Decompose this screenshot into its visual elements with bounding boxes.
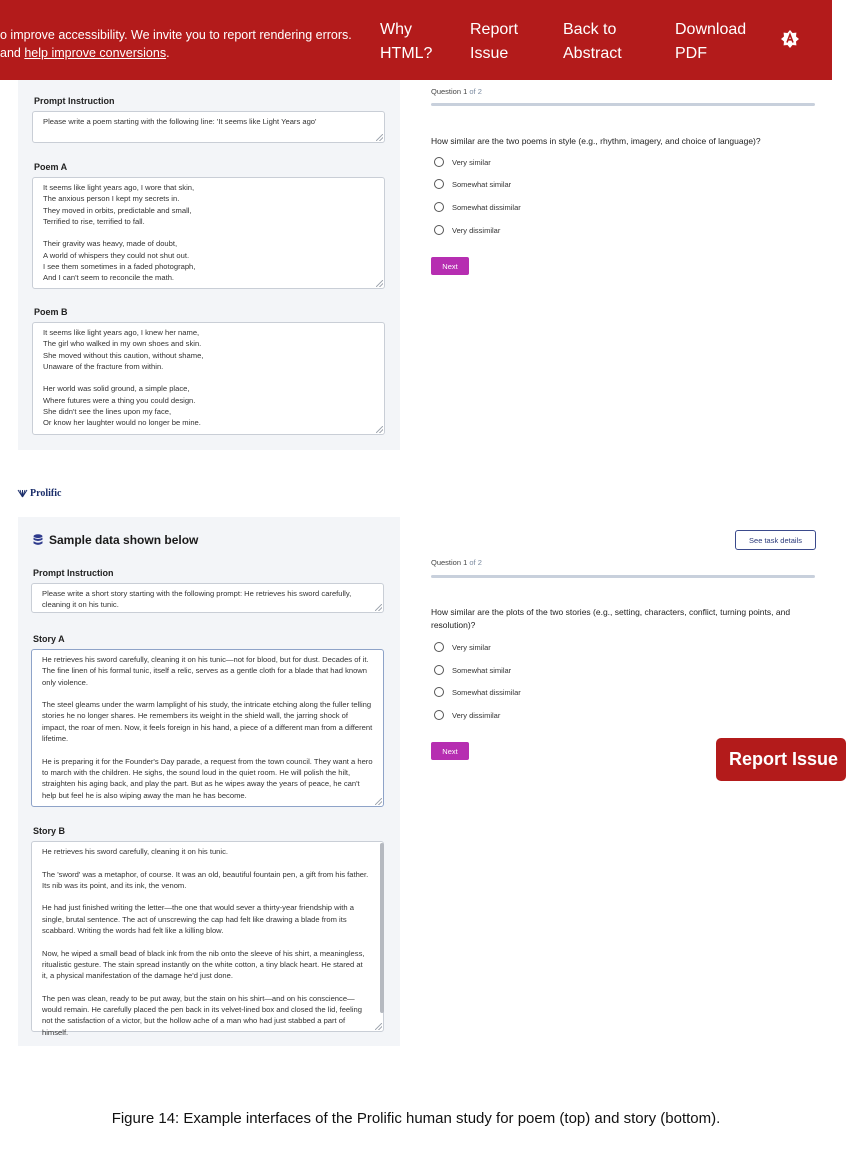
database-icon — [33, 534, 43, 546]
resize-grip-icon[interactable] — [376, 426, 383, 433]
poem-question-counter: Question 1 of 2 — [431, 87, 482, 96]
resize-grip-icon[interactable] — [376, 134, 383, 141]
poem-line: A world of whispers they could not shut out. — [43, 250, 190, 260]
poem-line: They moved in orbits, predictable and small, — [43, 205, 192, 215]
poem-a-label: Poem A — [34, 162, 68, 172]
poem-line: The girl who walked in my own shoes and skin. — [43, 339, 202, 349]
story-a-textarea[interactable] — [31, 649, 384, 807]
poem-line: Terrified to rise, terrified to fall. — [43, 216, 145, 226]
report-issue-floating-button[interactable]: Report Issue — [716, 738, 846, 781]
story-b-scrollbar[interactable] — [380, 843, 384, 1013]
poem-line: It seems like light years ago, I wore that skin, — [43, 183, 195, 192]
poem-line — [43, 227, 374, 238]
resize-grip-icon[interactable] — [375, 798, 382, 805]
poem-option-somewhat-similar[interactable]: Somewhat similar — [434, 178, 511, 190]
poem-line: Or know her laughter would no longer be mine. — [43, 418, 201, 428]
radio-button[interactable] — [434, 157, 444, 167]
prolific-logo: Prolific — [17, 488, 61, 499]
poem-next-button[interactable]: Next — [431, 257, 469, 275]
story-question-counter: Question 1 of 2 — [431, 558, 482, 567]
story-b-label: Story B — [33, 826, 66, 836]
story-paragraph: The 'sword' was a metaphor, of course. It was an old, beautiful fountain pen, a gift from his father. Its nib was its point, and its ink, the venom. — [42, 869, 369, 890]
story-paragraph: He retrieves his sword carefully, cleaning it on his tunic. — [42, 847, 228, 856]
story-paragraph: Now, he wiped a small bead of black ink from the nib onto the sleeve of his shirt, a meaningless, ritualistic gesture. The stain spread instantly on the white cotton, a tiny black heart. He stared at it, a physical manifestation of the damage he'd just done. — [42, 948, 365, 981]
story-paragraph: He had just finished writing the letter—the one that would sever a thirty-year friendship with a single, brutal sentence. The act of unscrewing the cap had felt like drawing a blade from its scabbard. Writing the words had felt like a killing blow. — [42, 903, 354, 936]
poem-a-textarea[interactable] — [32, 177, 385, 289]
poem-line: She didn't see the lines upon my face, — [43, 407, 172, 417]
story-option-somewhat-similar[interactable]: Somewhat similar — [434, 664, 511, 676]
poem-b-textarea[interactable] — [32, 322, 385, 435]
story-option-very-similar[interactable]: Very similar — [434, 641, 491, 653]
nav-why-html[interactable]: Why HTML? — [380, 21, 433, 62]
figure-caption: Figure 14: Example interfaces of the Prolific human study for poem (top) and story (bottom). — [111, 1110, 721, 1127]
poem-line: I see them sometimes in a faded photograph, — [43, 262, 196, 272]
poem-option-somewhat-dissimilar[interactable]: Somewhat dissimilar — [434, 201, 521, 213]
resize-grip-icon[interactable] — [375, 1023, 382, 1030]
poem-line: Their gravity was heavy, made of doubt, — [43, 239, 178, 249]
story-next-button[interactable]: Next — [431, 742, 469, 760]
resize-grip-icon[interactable] — [376, 280, 383, 287]
story-prompt-label: Prompt Instruction — [33, 568, 114, 578]
help-improve-conversions-link[interactable]: help improve conversions — [24, 46, 167, 60]
accessibility-banner — [0, 0, 832, 80]
story-a-label: Story A — [33, 634, 65, 644]
poem-b-label: Poem B — [34, 307, 68, 317]
poem-line: And I can't seem to reconcile the math. — [43, 273, 175, 283]
poem-option-very-dissimilar[interactable]: Very dissimilar — [434, 224, 500, 236]
see-task-details-button[interactable]: See task details — [735, 530, 816, 550]
nav-download-pdf[interactable]: Download PDF — [675, 21, 747, 62]
story-b-textarea[interactable] — [31, 841, 384, 1037]
radio-button[interactable] — [434, 665, 444, 675]
story-paragraph: He is preparing it for the Founder's Day parade, a request from the town council. They want a hero to march with the children. He sighs, the sound loud in the quiet room. He will polish the hilt, straighten his aging back, and play the part. But as he wipes away the years of peace, he can't help but feel he is also wiping away the man he has become. — [42, 756, 373, 800]
poem-line: Where futures were a thing you could design. — [43, 395, 196, 405]
radio-button[interactable] — [434, 710, 444, 720]
story-option-somewhat-dissimilar[interactable]: Somewhat dissimilar — [434, 686, 521, 698]
poem-option-very-similar[interactable]: Very similar — [434, 156, 491, 168]
prolific-logo-icon — [17, 489, 28, 498]
story-paragraph: The steel gleams under the warm lamplight of his study, the intricate etching along the fuller telling stories he no longer shares. He remembers its weight in the shield wall, the jarring shock of impact, the roar of men. Now, it feels foreign in his hand, a piece of a different man from a different lifetime. — [42, 700, 373, 744]
poem-line — [43, 372, 374, 383]
banner-message: o improve accessibility. We invite you to report rendering errors. and help improve conversions. — [0, 28, 352, 60]
sample-data-header: Sample data shown below — [33, 533, 198, 547]
poem-line: It seems like light years ago, I knew her name, — [43, 328, 200, 337]
story-question-text: How similar are the plots of the two stories (e.g., setting, characters, conflict, turning points, and resolution)? — [431, 607, 791, 630]
radio-button[interactable] — [434, 687, 444, 697]
nav-report-issue[interactable]: Report Issue — [470, 21, 519, 62]
poem-prompt-label: Prompt Instruction — [34, 96, 115, 106]
story-option-very-dissimilar[interactable]: Very dissimilar — [434, 709, 500, 721]
story-paragraph: The pen was clean, ready to be put away, but the stain on his shirt—and on his conscience—would remain. He carefully placed the pen back in its velvet-lined box and closed the lid, feeling not the satisfaction of a victor, but the hollow ache of a man who had just stabbed a part of himself. — [42, 993, 362, 1037]
story-progress-bar — [431, 575, 815, 578]
poem-question-text: How similar are the two poems in style (e.g., rhythm, imagery, and choice of language)? — [431, 136, 761, 146]
radio-button[interactable] — [434, 225, 444, 235]
radio-button[interactable] — [434, 202, 444, 212]
theme-toggle-icon[interactable] — [780, 29, 800, 49]
radio-button[interactable] — [434, 642, 444, 652]
poem-line: Her world was solid ground, a simple place, — [43, 384, 190, 394]
poem-line: The anxious person I kept my secrets in. — [43, 194, 180, 204]
story-prompt-textarea[interactable]: Please write a short story starting with the following prompt: He retrieves his sword carefully, cleaning it on his tunic. — [31, 583, 384, 613]
poem-progress-bar — [431, 103, 815, 106]
resize-grip-icon[interactable] — [375, 604, 382, 611]
poem-line: She moved without this caution, without shame, — [43, 350, 204, 360]
radio-button[interactable] — [434, 179, 444, 189]
poem-line: Unaware of the fracture from within. — [43, 361, 164, 371]
nav-back-to-abstract[interactable]: Back to Abstract — [563, 21, 622, 62]
story-paragraph: He retrieves his sword carefully, cleaning it on his tunic—not for blood, but for dust. Decades of it. The fine linen of his formal tunic, itself a relic, serves as a gentle cloth for a blade that had known only violence. — [42, 655, 369, 687]
poem-prompt-textarea[interactable]: Please write a poem starting with the following line: 'It seems like Light Years ago' — [32, 111, 385, 143]
